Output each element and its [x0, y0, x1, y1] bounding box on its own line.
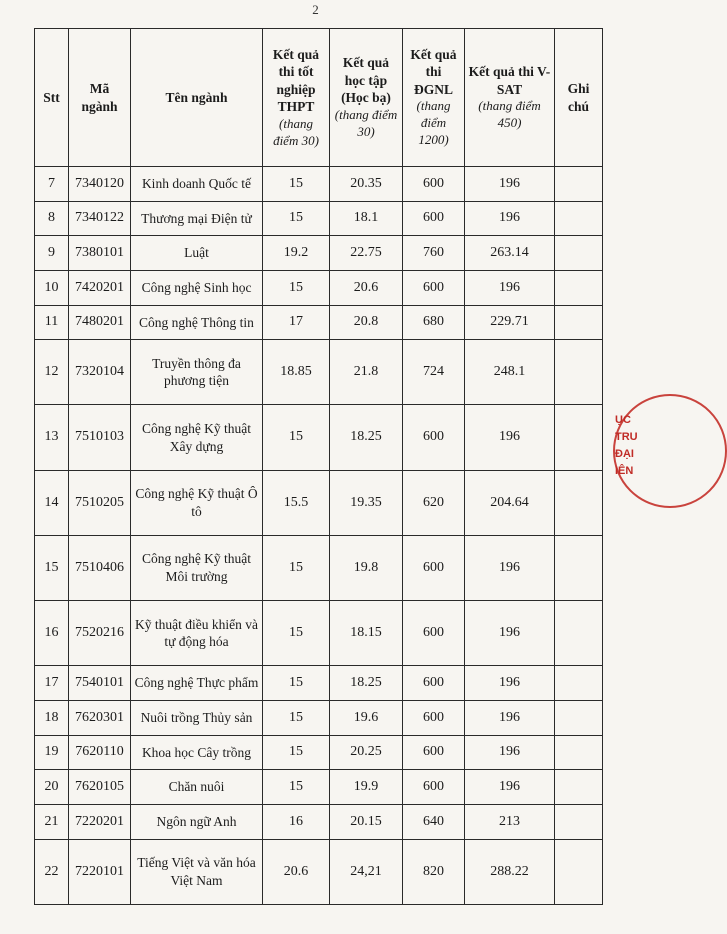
cell-dgnl: 600 [403, 735, 465, 770]
header-hocba-scale: (thang điểm 30) [334, 106, 398, 139]
cell-name: Kỹ thuật điều khiển và tự động hóa [131, 601, 263, 666]
table-row [35, 804, 603, 839]
cell-dgnl: 600 [403, 201, 465, 236]
cell-name: Thương mại Điện tử [131, 201, 263, 236]
stamp-text: TRU [615, 431, 638, 443]
header-vsat-label: Kết quả thi V-SAT [468, 64, 551, 97]
header-dgnl-label: Kết quả thi ĐGNL [410, 46, 457, 97]
cell-stt: 14 [35, 470, 69, 535]
cell-hocba: 24,21 [330, 839, 403, 904]
table-row [35, 535, 603, 600]
cell-code: 7620301 [69, 700, 131, 735]
cell-hocba: 20.6 [330, 270, 403, 305]
header-stt: Stt [35, 29, 69, 167]
cell-hocba: 18.15 [330, 601, 403, 666]
cell-note [555, 839, 603, 904]
table-row [35, 270, 603, 305]
cell-vsat: 196 [465, 167, 555, 202]
cell-hocba: 18.25 [330, 405, 403, 470]
cell-vsat: 196 [465, 700, 555, 735]
cell-dgnl: 600 [403, 167, 465, 202]
cell-stt: 13 [35, 405, 69, 470]
cell-name: Kinh doanh Quốc tế [131, 167, 263, 202]
cell-stt: 21 [35, 804, 69, 839]
cell-thpt: 15 [263, 405, 330, 470]
cell-code: 7320104 [69, 340, 131, 405]
table-row [35, 666, 603, 701]
cell-thpt: 19.2 [263, 236, 330, 271]
cell-thpt: 15 [263, 666, 330, 701]
table-row [35, 340, 603, 405]
cell-code: 7220101 [69, 839, 131, 904]
cell-stt: 11 [35, 305, 69, 340]
cell-thpt: 15 [263, 700, 330, 735]
cell-vsat: 196 [465, 735, 555, 770]
cell-vsat: 213 [465, 804, 555, 839]
cell-dgnl: 600 [403, 535, 465, 600]
cell-name: Khoa học Cây trồng [131, 735, 263, 770]
header-hocba-label: Kết quả học tập (Học bạ) [341, 55, 391, 106]
cell-dgnl: 760 [403, 236, 465, 271]
stamp-text: IÊN [615, 465, 634, 477]
cell-code: 7380101 [69, 236, 131, 271]
table-row [35, 700, 603, 735]
cell-hocba: 20.8 [330, 305, 403, 340]
table-row [35, 236, 603, 271]
cell-hocba: 20.15 [330, 804, 403, 839]
cell-hocba: 18.1 [330, 201, 403, 236]
cell-note [555, 770, 603, 805]
cell-vsat: 196 [465, 770, 555, 805]
cell-hocba: 19.35 [330, 470, 403, 535]
header-thpt-label: Kết quả thi tốt nghiệp THPT [272, 46, 320, 115]
table-row [35, 405, 603, 470]
stamp-text: ĐẠI [615, 448, 634, 460]
cell-vsat: 248.1 [465, 340, 555, 405]
cell-dgnl: 640 [403, 804, 465, 839]
cell-note [555, 405, 603, 470]
cell-note [555, 201, 603, 236]
cell-note [555, 305, 603, 340]
cell-code: 7480201 [69, 305, 131, 340]
cell-stt: 16 [35, 601, 69, 666]
cell-thpt: 15 [263, 770, 330, 805]
header-dgnl [403, 29, 465, 167]
cell-code: 7510205 [69, 470, 131, 535]
cell-stt: 10 [35, 270, 69, 305]
cell-stt: 9 [35, 236, 69, 271]
cell-code: 7620110 [69, 735, 131, 770]
cell-name: Luật [131, 236, 263, 271]
cell-hocba: 21.8 [330, 340, 403, 405]
cell-stt: 8 [35, 201, 69, 236]
table-row [35, 305, 603, 340]
header-thpt-scale: (thang điểm 30) [273, 115, 319, 148]
cell-name: Nuôi trồng Thủy sản [131, 700, 263, 735]
header-hocba [330, 29, 403, 167]
cell-dgnl: 600 [403, 405, 465, 470]
cell-code: 7220201 [69, 804, 131, 839]
header-note: Ghi chú [555, 29, 603, 167]
cell-name: Ngôn ngữ Anh [131, 804, 263, 839]
cell-thpt: 15 [263, 601, 330, 666]
cell-name: Công nghệ Thực phẩm [131, 666, 263, 701]
cell-dgnl: 600 [403, 270, 465, 305]
cell-hocba: 20.25 [330, 735, 403, 770]
table-row [35, 601, 603, 666]
cell-thpt: 15 [263, 167, 330, 202]
cell-dgnl: 600 [403, 770, 465, 805]
cell-dgnl: 600 [403, 666, 465, 701]
cell-thpt: 16 [263, 804, 330, 839]
cell-thpt: 15 [263, 735, 330, 770]
cell-note [555, 804, 603, 839]
cell-code: 7420201 [69, 270, 131, 305]
cell-note [555, 470, 603, 535]
cell-vsat: 196 [465, 601, 555, 666]
cell-thpt: 17 [263, 305, 330, 340]
cell-vsat: 196 [465, 270, 555, 305]
cell-dgnl: 600 [403, 601, 465, 666]
cell-thpt: 15 [263, 535, 330, 600]
cell-vsat: 196 [465, 535, 555, 600]
cell-note [555, 601, 603, 666]
cell-dgnl: 600 [403, 700, 465, 735]
cell-stt: 18 [35, 700, 69, 735]
table-row [35, 201, 603, 236]
cell-note [555, 735, 603, 770]
table-row [35, 839, 603, 904]
cell-thpt: 20.6 [263, 839, 330, 904]
table-row [35, 735, 603, 770]
cell-code: 7340122 [69, 201, 131, 236]
cell-vsat: 204.64 [465, 470, 555, 535]
cell-stt: 20 [35, 770, 69, 805]
header-code: Mã ngành [69, 29, 131, 167]
cell-dgnl: 820 [403, 839, 465, 904]
table-header-row [35, 29, 603, 167]
cell-vsat: 263.14 [465, 236, 555, 271]
cell-name: Tiếng Việt và văn hóa Việt Nam [131, 839, 263, 904]
cell-note [555, 236, 603, 271]
table-row [35, 770, 603, 805]
cell-note [555, 535, 603, 600]
header-vsat-scale: (thang điểm 450) [478, 98, 541, 131]
cell-dgnl: 680 [403, 305, 465, 340]
cell-note [555, 700, 603, 735]
cell-thpt: 15.5 [263, 470, 330, 535]
cell-thpt: 15 [263, 270, 330, 305]
cell-note [555, 167, 603, 202]
cell-name: Truyền thông đa phương tiện [131, 340, 263, 405]
cell-code: 7510406 [69, 535, 131, 600]
cell-code: 7540101 [69, 666, 131, 701]
cell-hocba: 22.75 [330, 236, 403, 271]
cell-dgnl: 724 [403, 340, 465, 405]
header-thpt [263, 29, 330, 167]
cell-hocba: 19.8 [330, 535, 403, 600]
cell-vsat: 196 [465, 201, 555, 236]
cell-note [555, 340, 603, 405]
cell-hocba: 18.25 [330, 666, 403, 701]
cell-name: Công nghệ Kỹ thuật Ô tô [131, 470, 263, 535]
cell-hocba: 19.9 [330, 770, 403, 805]
stamp-text: ỤC [615, 414, 631, 426]
cell-code: 7520216 [69, 601, 131, 666]
admission-results-table [34, 28, 603, 905]
cell-hocba: 19.6 [330, 700, 403, 735]
cell-stt: 7 [35, 167, 69, 202]
cell-code: 7510103 [69, 405, 131, 470]
cell-vsat: 229.71 [465, 305, 555, 340]
table-row [35, 167, 603, 202]
cell-stt: 15 [35, 535, 69, 600]
cell-thpt: 18.85 [263, 340, 330, 405]
table-row [35, 470, 603, 535]
cell-thpt: 15 [263, 201, 330, 236]
cell-stt: 12 [35, 340, 69, 405]
cell-note [555, 270, 603, 305]
red-stamp-fragment [609, 400, 638, 520]
cell-vsat: 196 [465, 405, 555, 470]
cell-name: Chăn nuôi [131, 770, 263, 805]
cell-vsat: 288.22 [465, 839, 555, 904]
cell-name: Công nghệ Sinh học [131, 270, 263, 305]
header-dgnl-scale: (thang điểm 1200) [416, 98, 451, 148]
cell-name: Công nghệ Kỹ thuật Xây dựng [131, 405, 263, 470]
cell-hocba: 20.35 [330, 167, 403, 202]
header-name: Tên ngành [131, 29, 263, 167]
cell-stt: 17 [35, 666, 69, 701]
cell-dgnl: 620 [403, 470, 465, 535]
cell-note [555, 666, 603, 701]
cell-code: 7620105 [69, 770, 131, 805]
cell-stt: 19 [35, 735, 69, 770]
cell-stt: 22 [35, 839, 69, 904]
header-vsat [465, 29, 555, 167]
page-number: 2 [312, 2, 319, 17]
cell-name: Công nghệ Thông tin [131, 305, 263, 340]
cell-vsat: 196 [465, 666, 555, 701]
cell-name: Công nghệ Kỹ thuật Môi trường [131, 535, 263, 600]
cell-code: 7340120 [69, 167, 131, 202]
